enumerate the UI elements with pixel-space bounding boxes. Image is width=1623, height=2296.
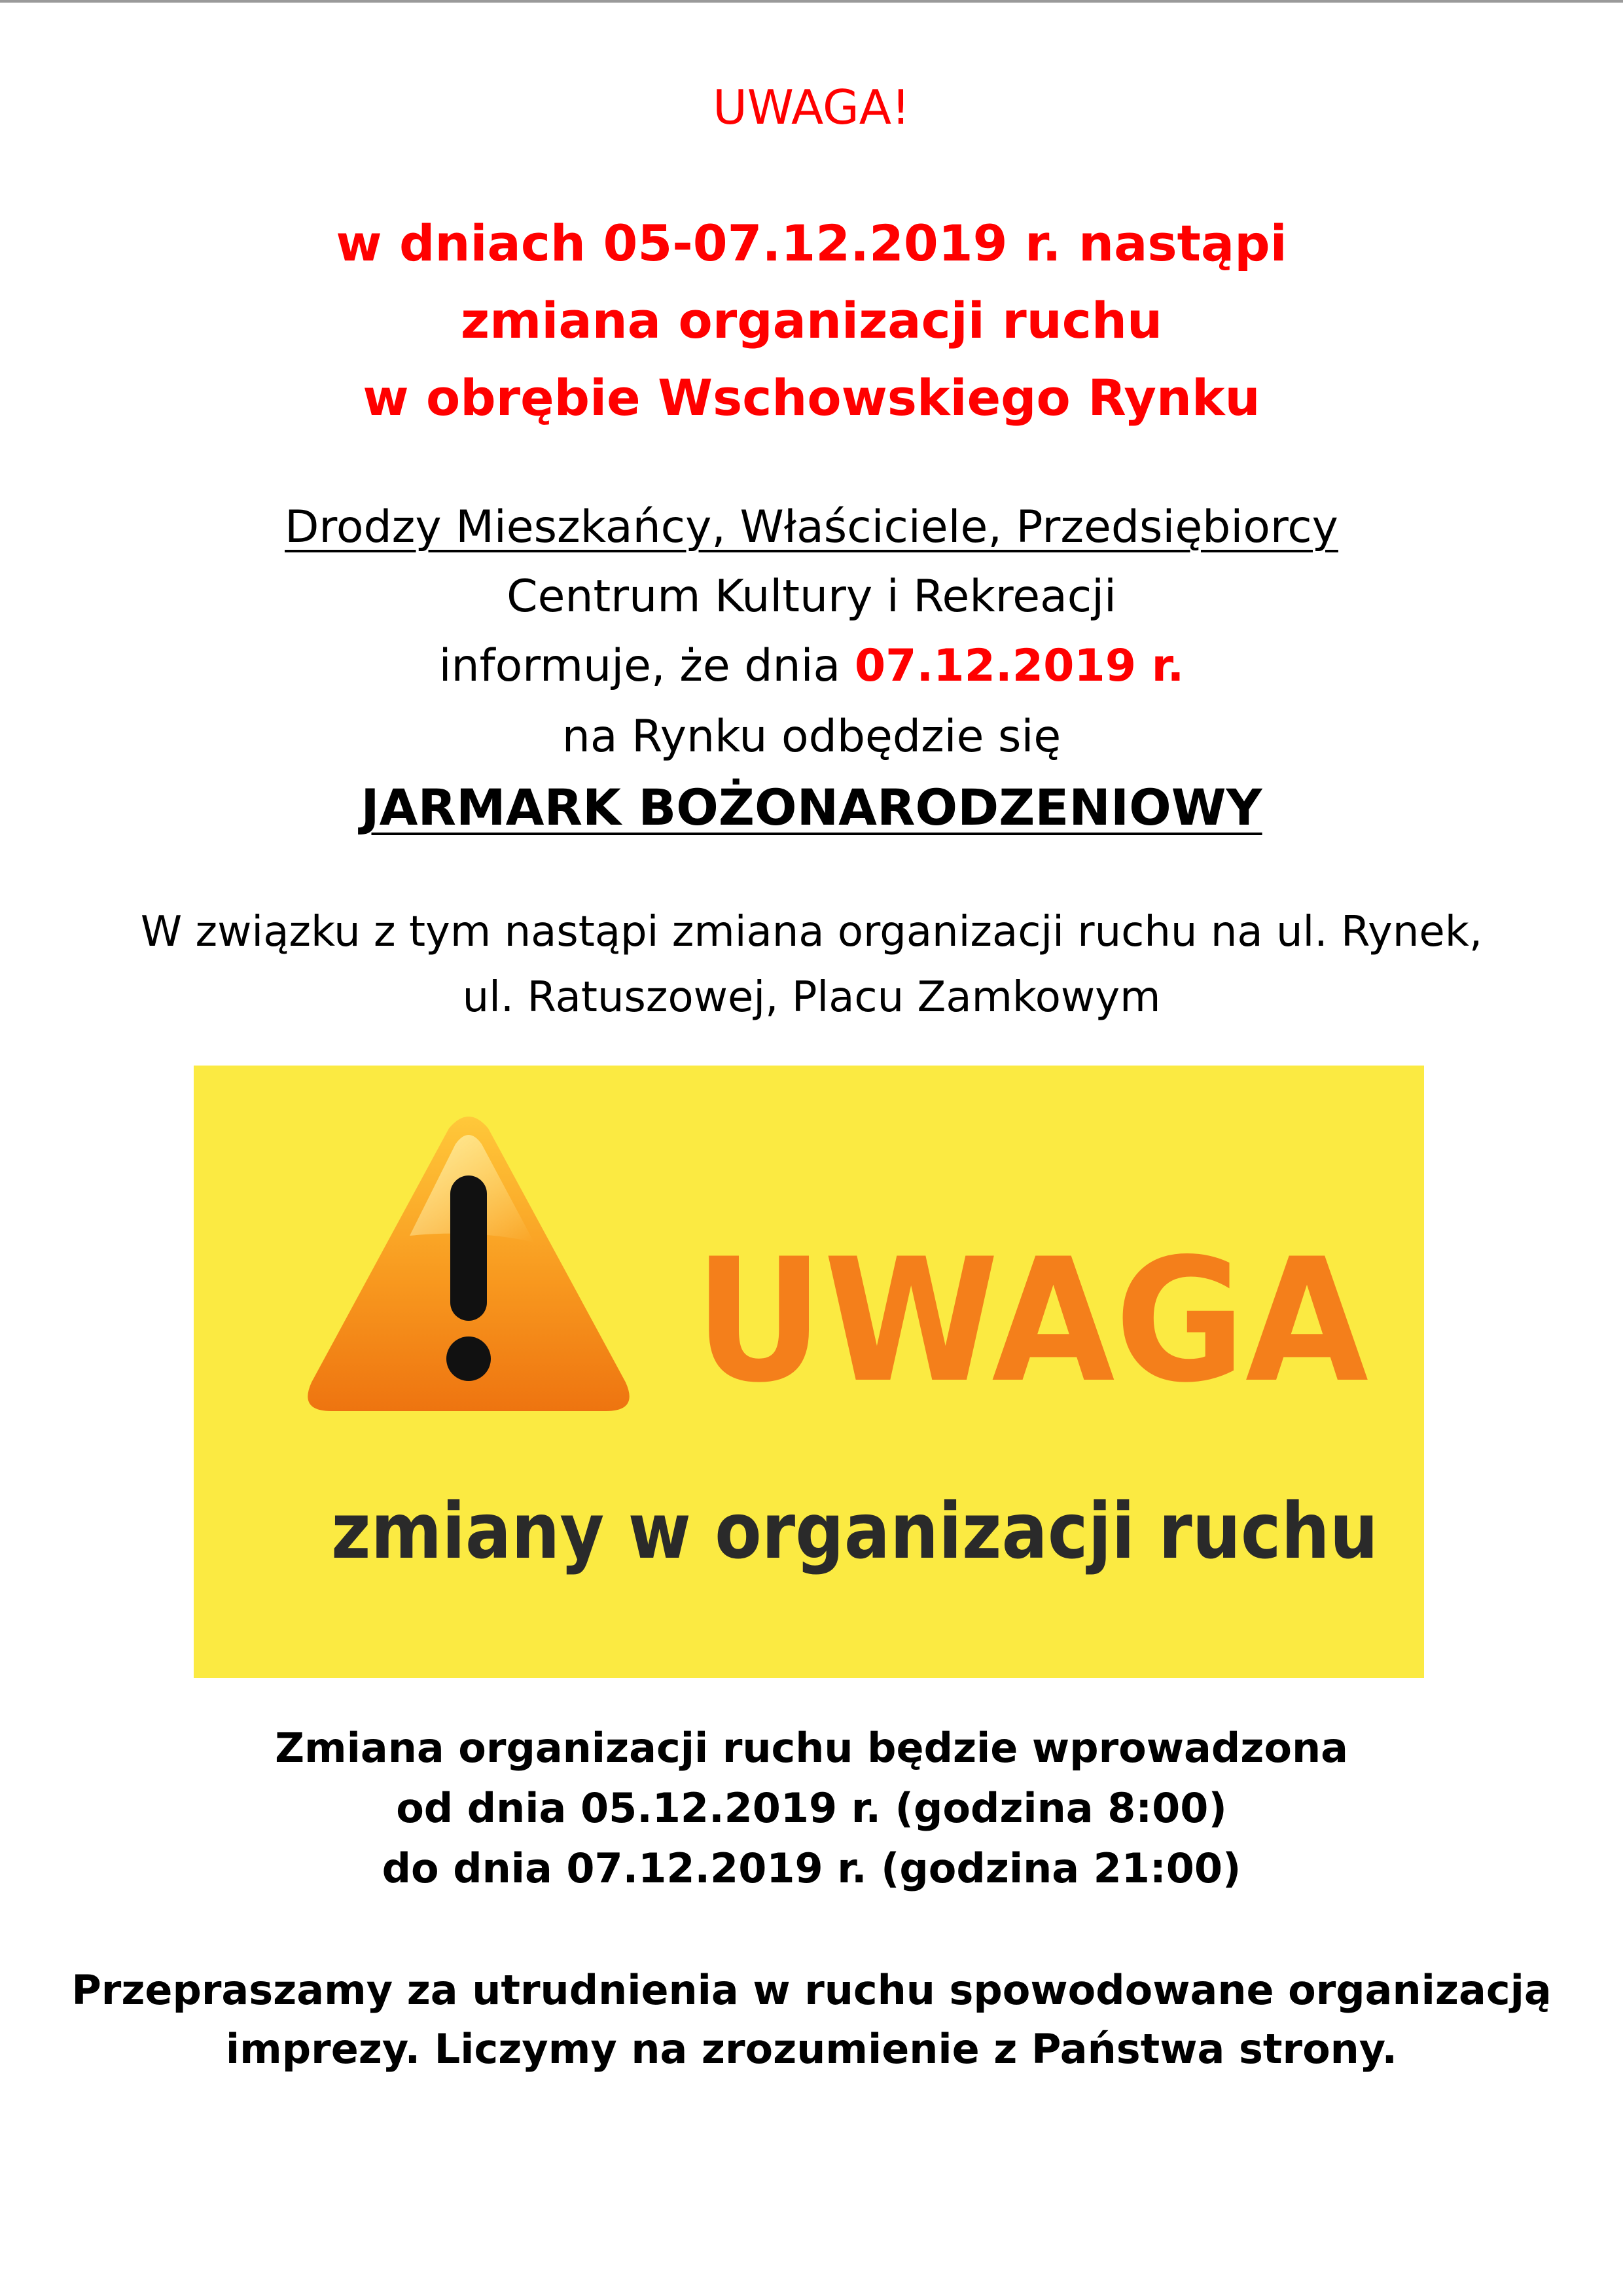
banner-warning-word: UWAGA [694, 1223, 1370, 1420]
informs-prefix: informuje, że dnia [438, 640, 855, 692]
apology-line-2: imprezy. Liczymy na zrozumienie z Państwa strony. [225, 2025, 1398, 2073]
notice-title: UWAGA! [713, 80, 910, 135]
event-name: JARMARK BOŻONARODZENIOWY [361, 778, 1262, 836]
location-line: na Rynku odbędzie się [562, 711, 1061, 762]
event-name-line [0, 778, 1623, 836]
banner-subtitle: zmiany w organizacji ruchu [331, 1486, 1378, 1576]
traffic-notice-line-2: ul. Ratuszowej, Placu Zamkowym [462, 973, 1161, 1022]
top-border-rule [0, 0, 1623, 3]
warning-triangle-icon [308, 1117, 629, 1411]
period-line-start: od dnia 05.12.2019 r. (godzina 8:00) [396, 1784, 1227, 1832]
traffic-notice-line-1: W związku z tym nastąpi zmiana organizacji ruchu na ul. Rynek, [140, 908, 1483, 956]
event-date: 07.12.2019 r. [854, 640, 1185, 692]
heading-line-change: zmiana organizacji ruchu [460, 291, 1163, 350]
heading-line-area: w obrębie Wschowskiego Rynku [363, 368, 1260, 427]
period-line-end: do dnia 07.12.2019 r. (godzina 21:00) [382, 1844, 1241, 1892]
organizer-line: Centrum Kultury i Rekreacji [507, 571, 1116, 622]
warning-banner [194, 1066, 1424, 1678]
heading-line-dates: w dniach 05-07.12.2019 r. nastąpi [336, 214, 1287, 272]
warning-banner-graphic [194, 1066, 1424, 1678]
apology-line-1: Przepraszamy za utrudnienia w ruchu spowodowane organizacją [71, 1966, 1552, 2014]
informs-line [0, 640, 1623, 692]
addressee-text: Drodzy Mieszkańcy, Właściciele, Przedsiębiorcy [285, 501, 1338, 553]
addressee-line [0, 501, 1623, 553]
period-line-1: Zmiana organizacji ruchu będzie wprowadzona [275, 1724, 1348, 1772]
